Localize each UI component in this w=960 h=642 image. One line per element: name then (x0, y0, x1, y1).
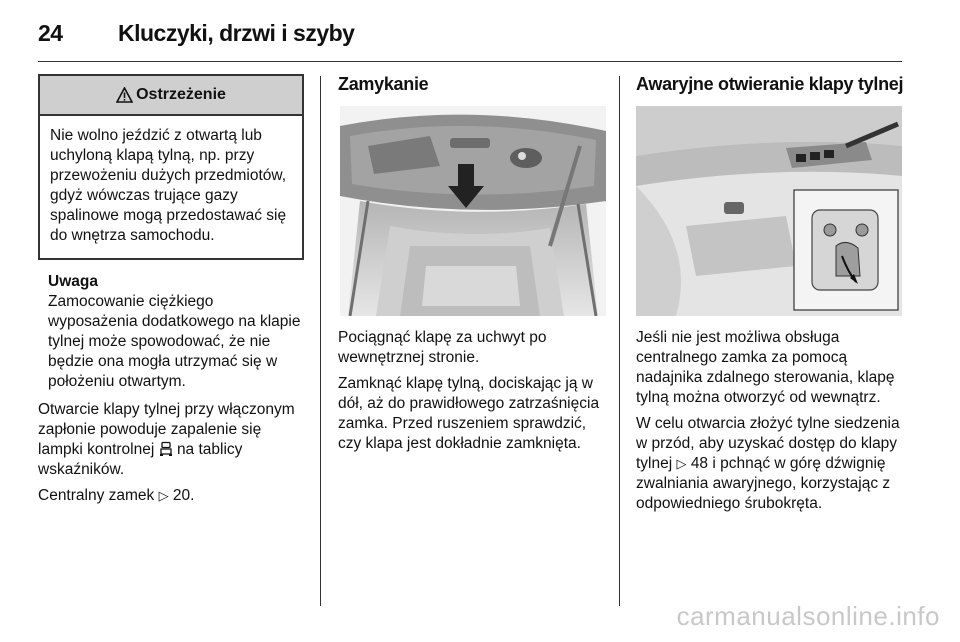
chapter-title: Kluczyki, drzwi i szyby (118, 20, 355, 46)
warning-title: Ostrzeżenie (136, 86, 226, 103)
warning-header (40, 76, 302, 116)
tailgate-closing-illustration (340, 106, 606, 316)
ignition-paragraph (38, 400, 306, 480)
ignition-text-b: na tablicy wskaźników. (38, 441, 243, 478)
closing-paragraph-2: Zamknąć klapę tylną, dociskając ją w dół, aż do prawidłowego zatrzaśnięcia zamka. Przed ruszeniem sprawdzić, czy klapa jest dokładnie zamknięta. (338, 375, 600, 452)
closing-title: Zamykanie (338, 74, 429, 94)
column-divider-1 (320, 76, 321, 606)
central-lock-page[interactable]: 20. (172, 487, 195, 504)
central-lock-reference (38, 486, 306, 506)
warning-box (38, 74, 304, 260)
emergency-text-a: W celu otwarcia złożyć tylne siedzenia w przód, aby uzyskać dostęp do klapy tylnej (636, 415, 900, 472)
page-reference-arrow-icon: ▷ (676, 456, 687, 471)
central-lock-text: Centralny zamek (38, 487, 155, 504)
ignition-text-a: Otwarcie klapy tylnej przy włączonym zapłonie powoduje zapalenie się lampki kontrolnej (38, 401, 295, 458)
emergency-text-b: i pchnąć w górę dźwignię zwalniania awaryjnego, korzystając z odpowiedniego śrubokręta. (636, 455, 891, 512)
emergency-paragraph-2 (636, 414, 908, 514)
emergency-paragraph-1: Jeśli nie jest możliwa obsługa centralnego zamka za pomocą nadajnika zdalnego sterowania, klapę tylną można otworzyć od wewnątrz. (636, 329, 895, 406)
note-text: Zamocowanie ciężkiego wyposażenia dodatkowego na klapie tylnej może spowodować, że nie będzie ona mogła utrzymać się w położeniu otwartym. (48, 293, 301, 390)
column-middle (338, 74, 606, 460)
note-title: Uwaga (48, 273, 98, 290)
column-left (38, 74, 306, 512)
note-block (48, 272, 306, 392)
column-right (636, 74, 908, 520)
page-number: 24 (38, 20, 63, 46)
emergency-opening-title: Awaryjne otwieranie klapy tylnej (636, 74, 904, 94)
emergency-release-illustration (636, 106, 902, 316)
closing-paragraph-1: Pociągnąć klapę za uchwyt po wewnętrznej stronie. (338, 329, 547, 366)
page-reference-arrow-icon: ▷ (158, 488, 169, 503)
tailgate-open-warning-icon (159, 441, 177, 458)
warning-text: Nie wolno jeździć z otwartą lub uchyloną klapą tylną, np. przy przewożeniu dużych przedmiotów, gdyż wówczas trujące gazy spalinowe mogą przedostawać się do wnętrza samochodu. (50, 127, 287, 244)
header-rule (38, 61, 902, 62)
seats-page-ref[interactable]: 48 (690, 455, 709, 472)
warning-triangle-icon (116, 87, 133, 103)
column-divider-2 (619, 76, 620, 606)
watermark: carmanualsonline.info (676, 601, 940, 631)
